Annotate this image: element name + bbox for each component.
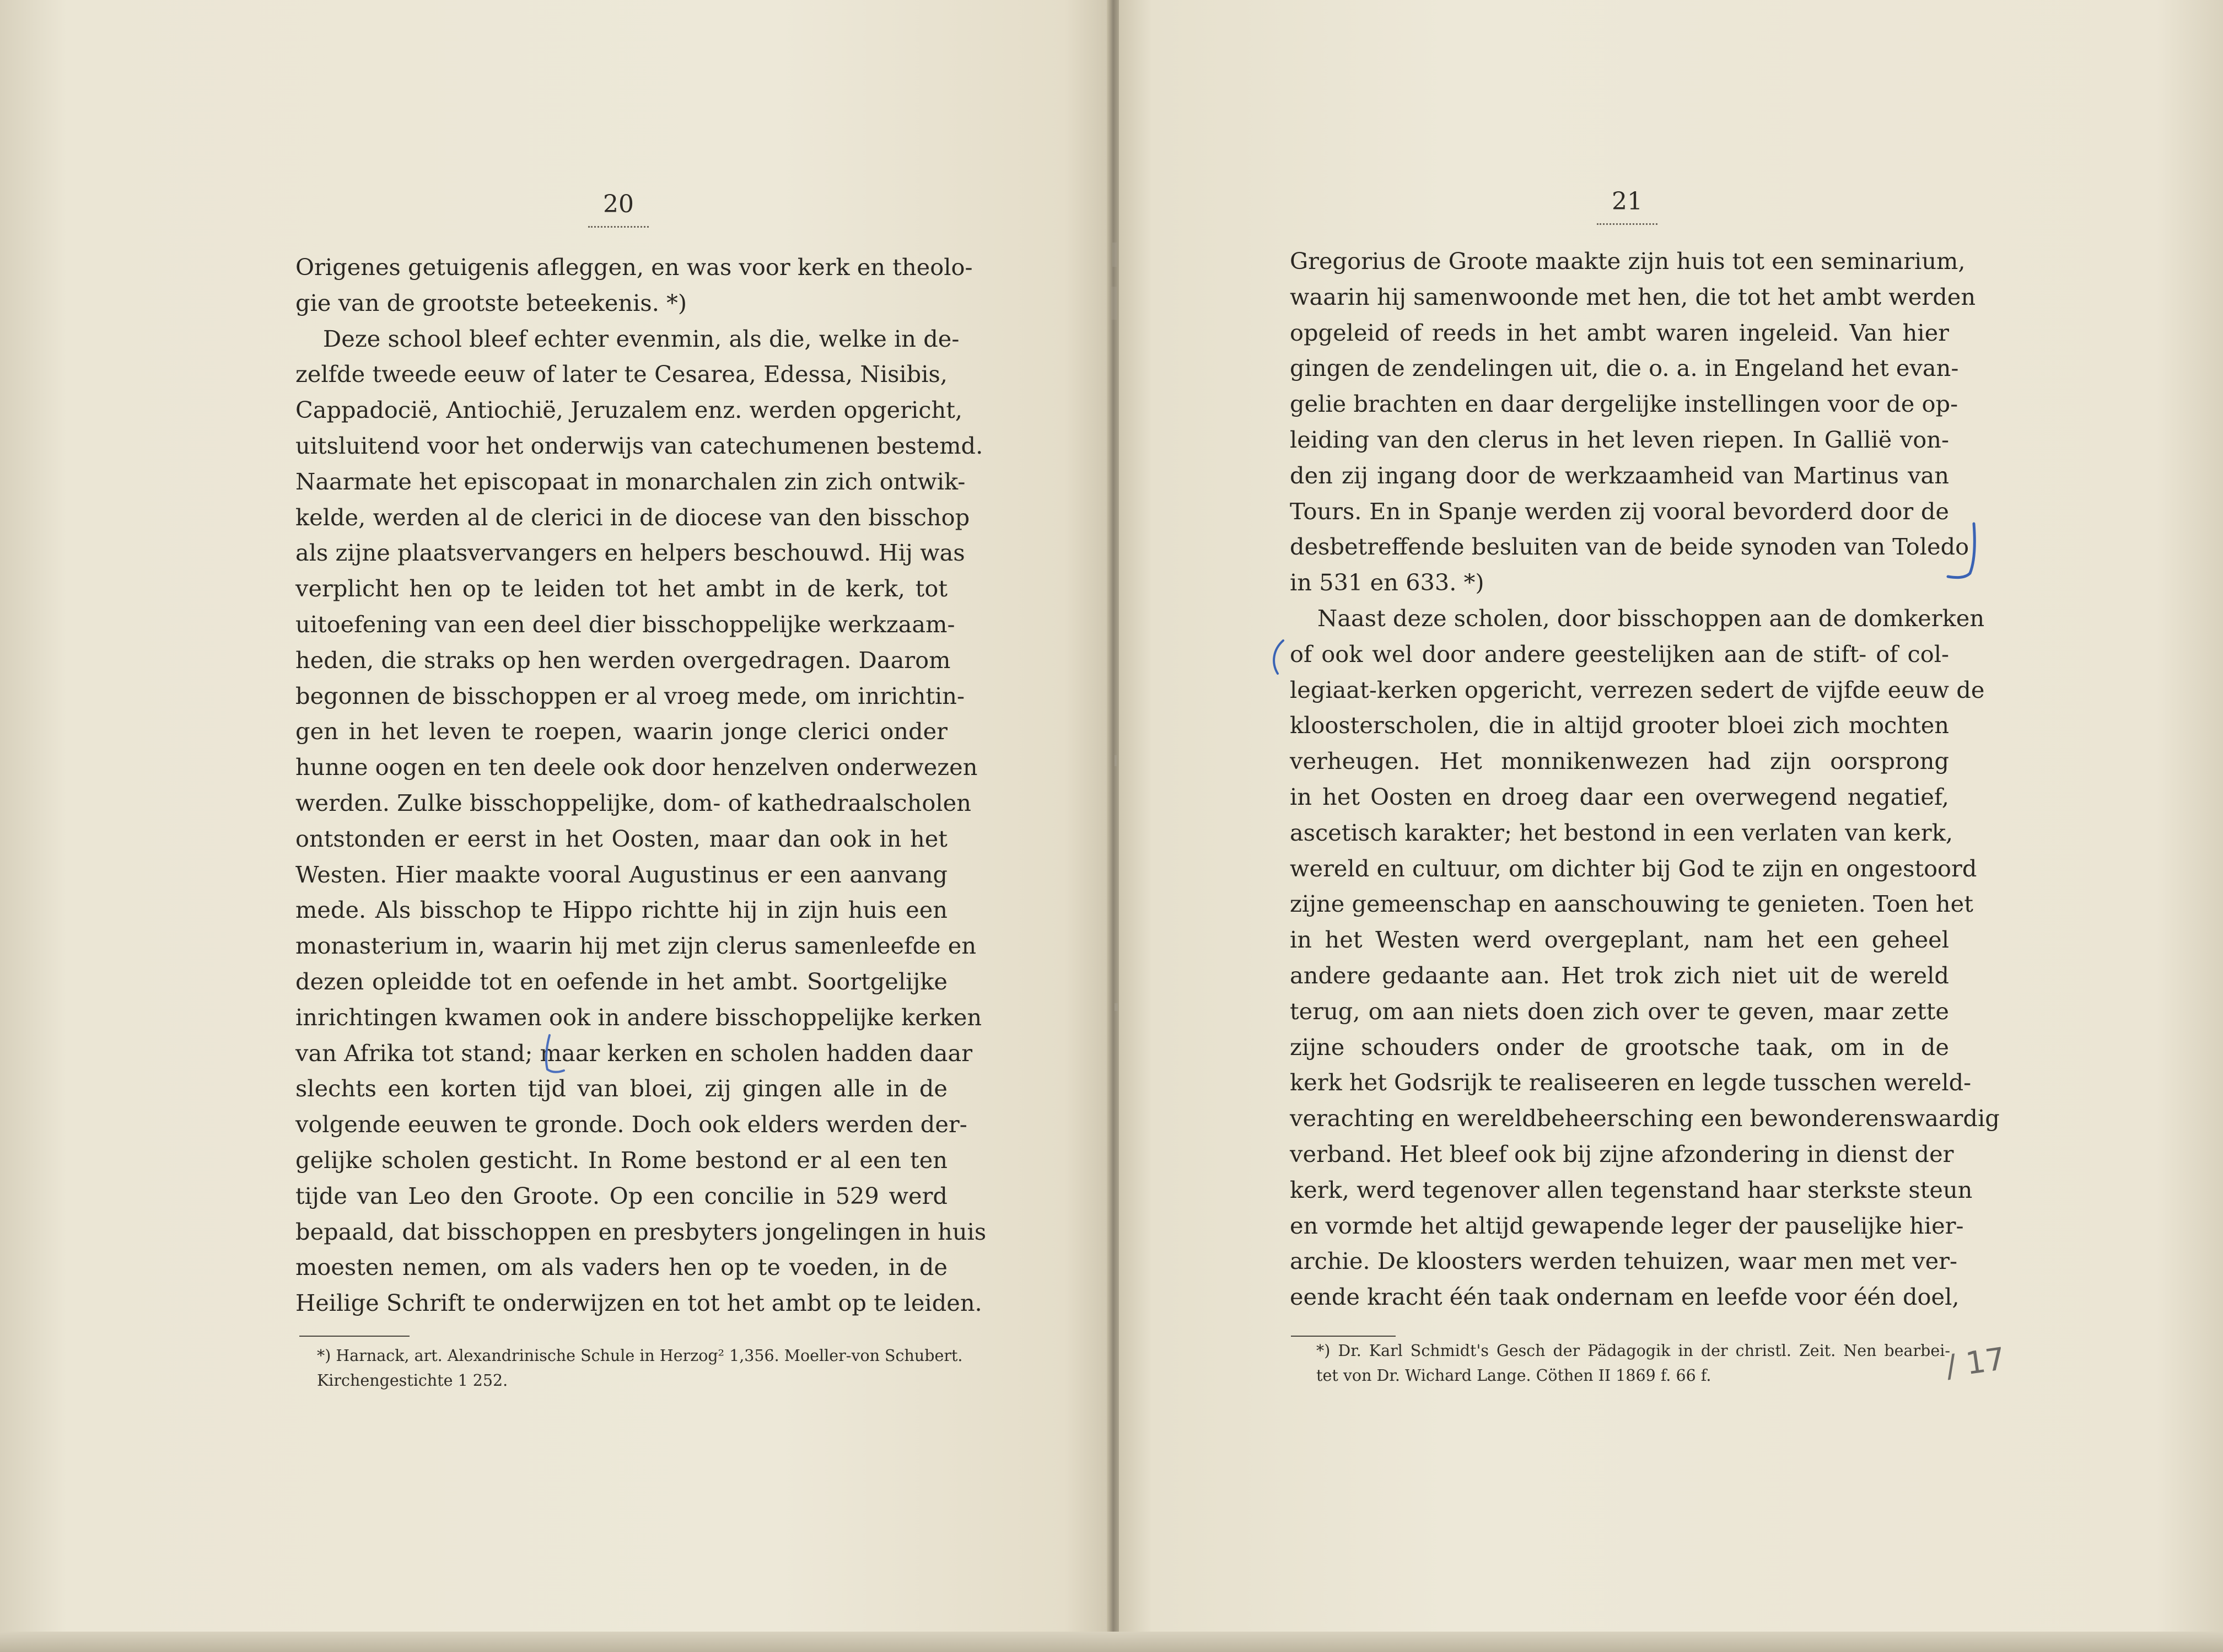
text-line: ascetisch karakter; het bestond in een verlaten van kerk, — [1290, 819, 1953, 846]
text-line: waarin hij samenwoonde met hen, die tot het ambt werden — [1290, 283, 1976, 310]
text-line: hunne oogen en ten deele ook door henzelven onderwezen — [295, 754, 978, 781]
text-line: Gregorius de Groote maakte zijn huis tot een seminarium, — [1290, 247, 1966, 275]
text-line: zijne gemeenschap en aanschouwing te genieten. Toen het — [1290, 890, 1973, 918]
text-line: Naast deze scholen, door bisschoppen aan de domkerken — [1317, 604, 1985, 632]
blue-pen-bracket-mark — [1944, 518, 1988, 584]
text-line: mede. Als bisschop te Hippo richtte hij in zijn huis een — [295, 896, 948, 924]
text-line: gen in het leven te roepen, waarin jonge clerici onder — [295, 718, 948, 745]
text-line: gelie brachten en daar dergelijke instellingen voor de op- — [1290, 390, 1958, 418]
text-line: tijde van Leo den Groote. Op een concilie in 529 werd — [295, 1182, 948, 1209]
text-line: eende kracht één taak ondernam en leefde voor één doel, — [1290, 1283, 1960, 1311]
text-line: Cappadocië, Antiochië, Jeruzalem enz. werden opgericht, — [295, 396, 963, 424]
page-bottom-edge — [0, 1632, 2223, 1652]
text-line: uitoefening van een deel dier bisschoppelijke werkzaam- — [295, 610, 955, 638]
gutter-speck — [1115, 755, 1117, 766]
text-line: verplicht hen op te leiden tot het ambt in de kerk, tot — [295, 575, 948, 602]
left-page — [0, 0, 1109, 1652]
footnote-line: Kirchengestichte 1 252. — [317, 1371, 508, 1390]
footnote-line: *) Harnack, art. Alexandrinische Schule in Herzog² 1,356. Moeller-von Schubert. — [317, 1347, 963, 1365]
text-line: leiding van den clerus in het leven riepen. In Gallië von- — [1290, 426, 1949, 453]
text-line: monasterium in, waarin hij met zijn clerus samenleefde en — [295, 932, 977, 960]
right-page — [1119, 0, 2223, 1652]
pencil-margin-note: / 17 — [1944, 1341, 2007, 1385]
text-line: wereld en cultuur, om dichter bij God te zijn en ongestoord — [1290, 854, 1977, 882]
text-line: verheugen. Het monnikenwezen had zijn oorsprong — [1290, 747, 1949, 775]
text-line: gie van de grootste beteekenis. *) — [295, 289, 687, 316]
text-line: in het Oosten en droeg daar een overwegend negatief, — [1290, 783, 1949, 810]
footnote-rule-right — [1291, 1336, 1396, 1337]
text-line: verband. Het bleef ook bij zijne afzondering in dienst der — [1290, 1140, 1954, 1167]
right-body-text — [1290, 244, 2000, 1315]
text-line: kelde, werden al de clerici in de diocese van den bisschop — [295, 503, 970, 531]
text-line: in het Westen werd overgeplant, nam het een geheel — [1290, 926, 1949, 954]
text-line: dezen opleidde tot en oefende in het ambt. Soortgelijke — [295, 967, 948, 995]
text-line: in 531 en 633. *) — [1290, 569, 1484, 596]
text-line: kloosterscholen, die in altijd grooter bloei zich mochten — [1290, 712, 1949, 739]
text-line: heden, die straks op hen werden overgedragen. Daarom — [295, 646, 951, 674]
text-line: begonnen de bisschoppen er al vroeg mede, om inrichtin- — [295, 682, 965, 709]
text-line: den zij ingang door de werkzaamheid van Martinus van — [1290, 461, 1949, 489]
blue-pen-parenthesis-mark — [1261, 634, 1294, 684]
text-line: slechts een korten tijd van bloei, zij gingen alle in de — [295, 1075, 948, 1102]
gutter-speck — [1115, 1003, 1118, 1011]
page-number-right: 21 — [1572, 187, 1682, 225]
text-line: moesten nemen, om als vaders hen op te voeden, in de — [295, 1253, 948, 1281]
text-line: Tours. En in Spanje werden zij vooral bevorderd door de — [1290, 497, 1949, 525]
text-line: Origenes getuigenis afleggen, en was voor kerk en theolo- — [295, 254, 973, 281]
footnote-line: *) Dr. Karl Schmidt's Gesch der Pädagogik in der christl. Zeit. Nen bearbei- — [1316, 1342, 1950, 1360]
text-line: of ook wel door andere geestelijken aan de stift- of col- — [1290, 640, 1949, 668]
text-line: ontstonden er eerst in het Oosten, maar dan ook in het — [295, 825, 948, 852]
text-line: kerk het Godsrijk te realiseeren en legde tusschen wereld- — [1290, 1069, 1972, 1096]
text-line: uitsluitend voor het onderwijs van catechumenen bestemd. — [295, 432, 983, 459]
text-line: kerk, werd tegenover allen tegenstand haar sterkste steun — [1290, 1176, 1973, 1203]
text-line: gingen de zendelingen uit, die o. a. in Engeland het evan- — [1290, 354, 1959, 382]
gutter-speck — [1111, 287, 1117, 320]
text-line: gelijke scholen gesticht. In Rome bestond er al een ten — [295, 1146, 948, 1174]
text-line: zelfde tweede eeuw of later te Cesarea, Edessa, Nisibis, — [295, 360, 948, 388]
blue-pen-l-mark — [537, 1031, 570, 1080]
text-line: volgende eeuwen te gronde. Doch ook elders werden der- — [295, 1111, 967, 1138]
text-line: Heilige Schrift te onderwijzen en tot het ambt op te leiden. — [295, 1289, 982, 1317]
text-line: als zijne plaatsvervangers en helpers beschouwd. Hij was — [295, 539, 965, 567]
text-line: verachting en wereldbeheersching een bewonderenswaardig — [1290, 1105, 2000, 1132]
footnote-line: tet von Dr. Wichard Lange. Cöthen II 1869 f. 66 f. — [1316, 1366, 1711, 1385]
text-line: desbetreffende besluiten van de beide synoden van Toledo — [1290, 533, 1969, 561]
text-line: werden. Zulke bisschoppelijke, dom- of kathedraalscholen — [295, 789, 971, 816]
text-line: archie. De kloosters werden tehuizen, waar men met ver- — [1290, 1247, 1958, 1275]
text-line: Naarmate het episcopaat in monarchalen zin zich ontwik- — [295, 467, 966, 495]
footnote-rule-left — [299, 1336, 410, 1337]
text-line: legiaat-kerken opgericht, verrezen sedert de vijfde eeuw de — [1290, 676, 1985, 703]
text-line: en vormde het altijd gewapende leger der pauselijke hier- — [1290, 1212, 1964, 1239]
text-line: Deze school bleef echter evenmin, als die, welke in de- — [323, 325, 960, 352]
text-line: andere gedaante aan. Het trok zich niet uit de wereld — [1290, 961, 1949, 989]
text-line: bepaald, dat bisschoppen en presbyters jongelingen in huis — [295, 1218, 987, 1245]
right-footnote — [1316, 1338, 1950, 1388]
text-line: inrichtingen kwamen ook in andere bisschoppelijke kerken — [295, 1003, 982, 1031]
text-line: Westen. Hier maakte vooral Augustinus er een aanvang — [295, 860, 948, 888]
page-number-left: 20 — [563, 190, 674, 228]
gutter-speck — [1112, 243, 1117, 267]
left-body-text — [295, 250, 987, 1321]
text-line: van Afrika tot stand; maar kerken en scholen hadden daar — [295, 1039, 973, 1067]
text-line: zijne schouders onder de grootsche taak, om in de — [1290, 1033, 1949, 1061]
left-footnote — [317, 1343, 963, 1393]
text-line: terug, om aan niets doen zich over te geven, maar zette — [1290, 997, 1949, 1025]
text-line: opgeleid of reeds in het ambt waren ingeleid. Van hier — [1290, 319, 1949, 346]
